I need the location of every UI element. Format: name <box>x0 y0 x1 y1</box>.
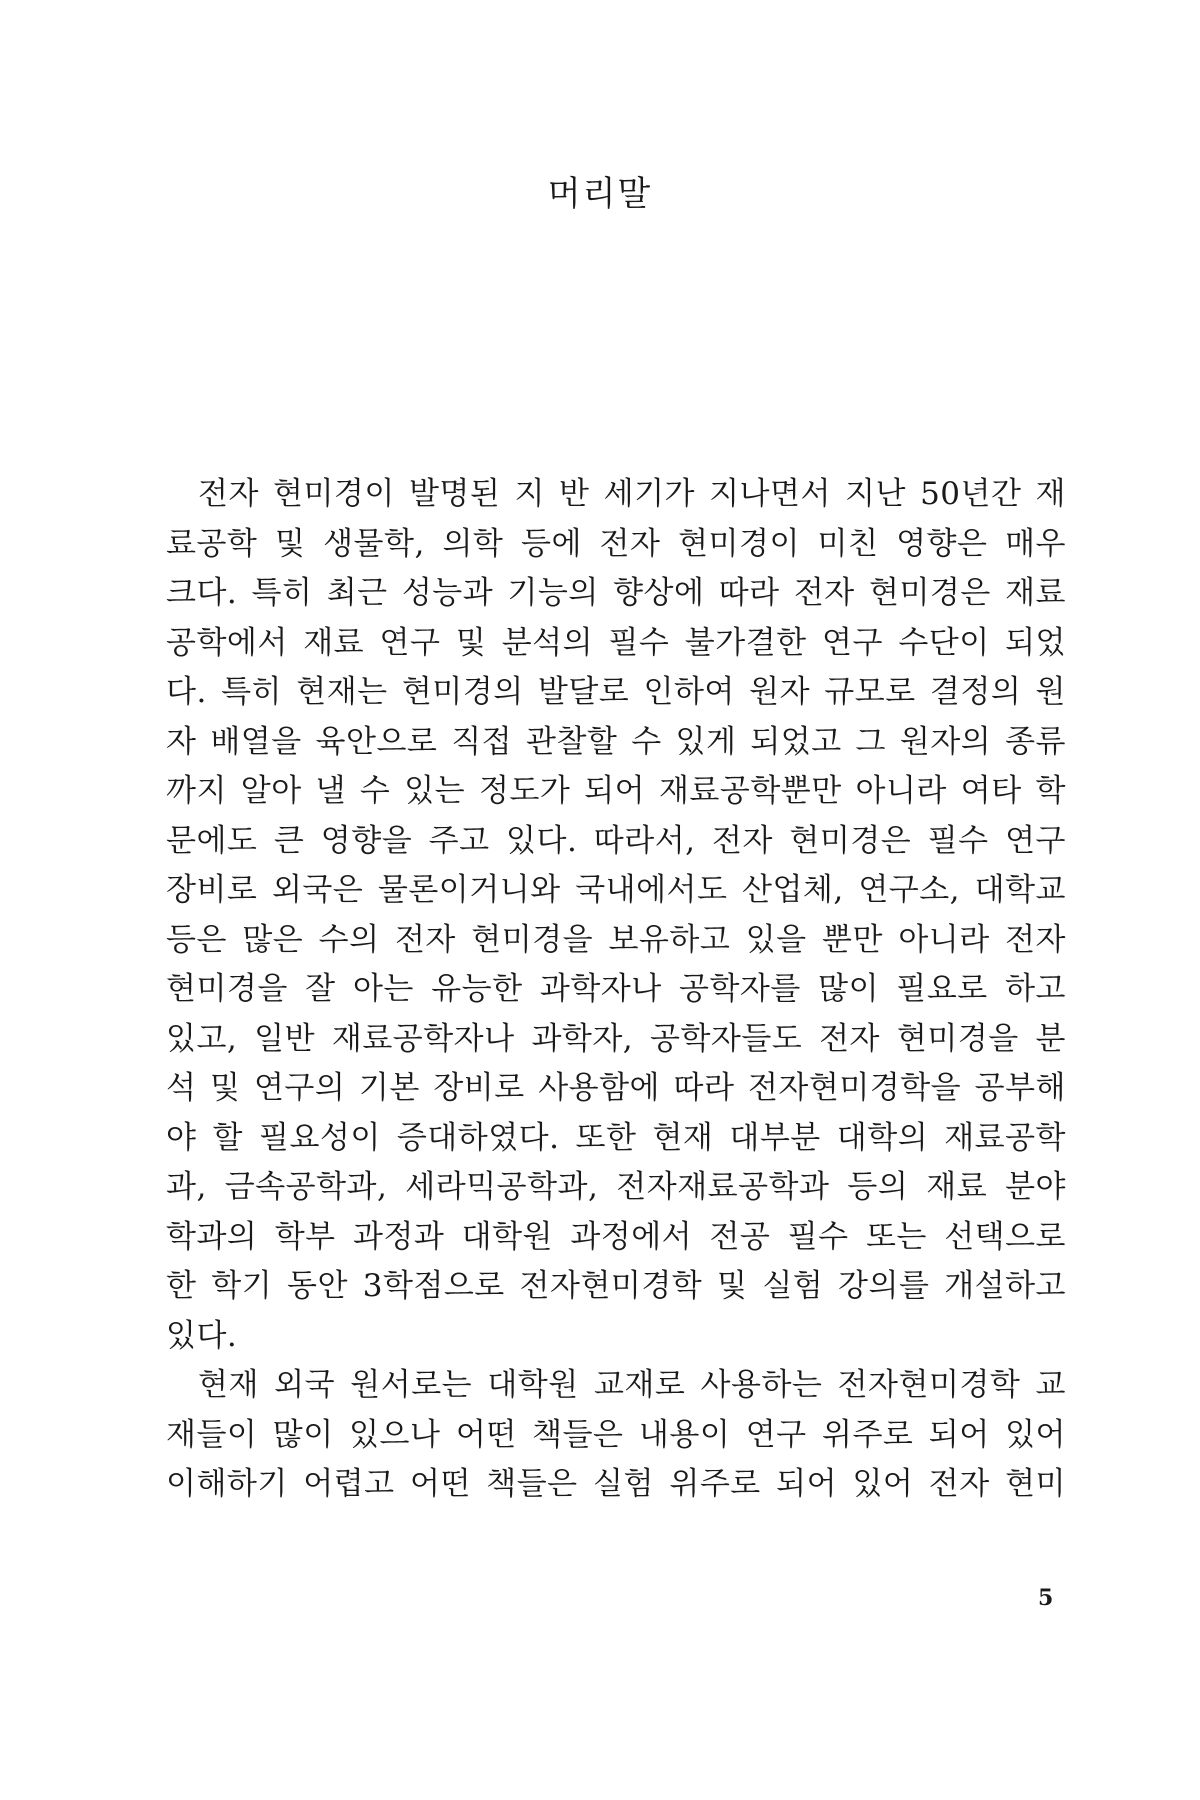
text-line: 있다. <box>166 1317 238 1354</box>
text-line: 문에도 큰 영향을 주고 있다. 따라서, 전자 현미경은 필수 연구 <box>166 822 1066 859</box>
text-line: 학과의 학부 과정과 대학원 과정에서 전공 필수 또는 선택으로 <box>166 1218 1066 1255</box>
text-line: 다. 특히 현재는 현미경의 발달로 인하여 원자 규모로 결정의 원 <box>166 674 1066 710</box>
page-title: 머리말 <box>547 174 653 214</box>
page-number: 5 <box>1038 1585 1054 1611</box>
text-line: 있고, 일반 재료공학자나 과학자, 공학자들도 전자 현미경을 분 <box>166 1020 1066 1057</box>
text-line: 현재 외국 원서로는 대학원 교재로 사용하는 전자현미경학 교 <box>198 1367 1066 1403</box>
text-line: 전자 현미경이 발명된 지 반 세기가 지나면서 지난 50년간 재 <box>198 476 1066 512</box>
text-line: 장비로 외국은 물론이거니와 국내에서도 산업체, 연구소, 대학교 <box>166 872 1066 908</box>
text-line: 공학에서 재료 연구 및 분석의 필수 불가결한 연구 수단이 되었 <box>166 624 1066 661</box>
text-line: 석 및 연구의 기본 장비로 사용함에 따라 전자현미경학을 공부해 <box>166 1070 1066 1106</box>
text-line: 야 할 필요성이 증대하였다. 또한 현재 대부분 대학의 재료공학 <box>166 1119 1066 1156</box>
text-line: 현미경을 잘 아는 유능한 과학자나 공학자를 많이 필요로 하고 <box>166 971 1066 1007</box>
text-line: 이해하기 어렵고 어떤 책들은 실험 위주로 되어 있어 전자 현미 <box>166 1466 1066 1502</box>
preface-body <box>166 470 1066 1510</box>
text-line: 과, 금속공학과, 세라믹공학과, 전자재료공학과 등의 재료 분야 <box>166 1169 1066 1205</box>
text-line: 까지 알아 낼 수 있는 정도가 되어 재료공학뿐만 아니라 여타 학 <box>166 773 1066 809</box>
text-line: 한 학기 동안 3학점으로 전자현미경학 및 실험 강의를 개설하고 <box>166 1268 1066 1304</box>
text-line: 료공학 및 생물학, 의학 등에 전자 현미경이 미친 영향은 매우 <box>166 525 1066 562</box>
text-line: 재들이 많이 있으나 어떤 책들은 내용이 연구 위주로 되어 있어 <box>166 1416 1066 1453</box>
text-line: 크다. 특히 최근 성능과 기능의 향상에 따라 전자 현미경은 재료 <box>166 575 1066 611</box>
text-line: 등은 많은 수의 전자 현미경을 보유하고 있을 뿐만 아니라 전자 <box>166 921 1066 958</box>
text-line: 자 배열을 육안으로 직접 관찰할 수 있게 되었고 그 원자의 종류 <box>166 723 1066 760</box>
